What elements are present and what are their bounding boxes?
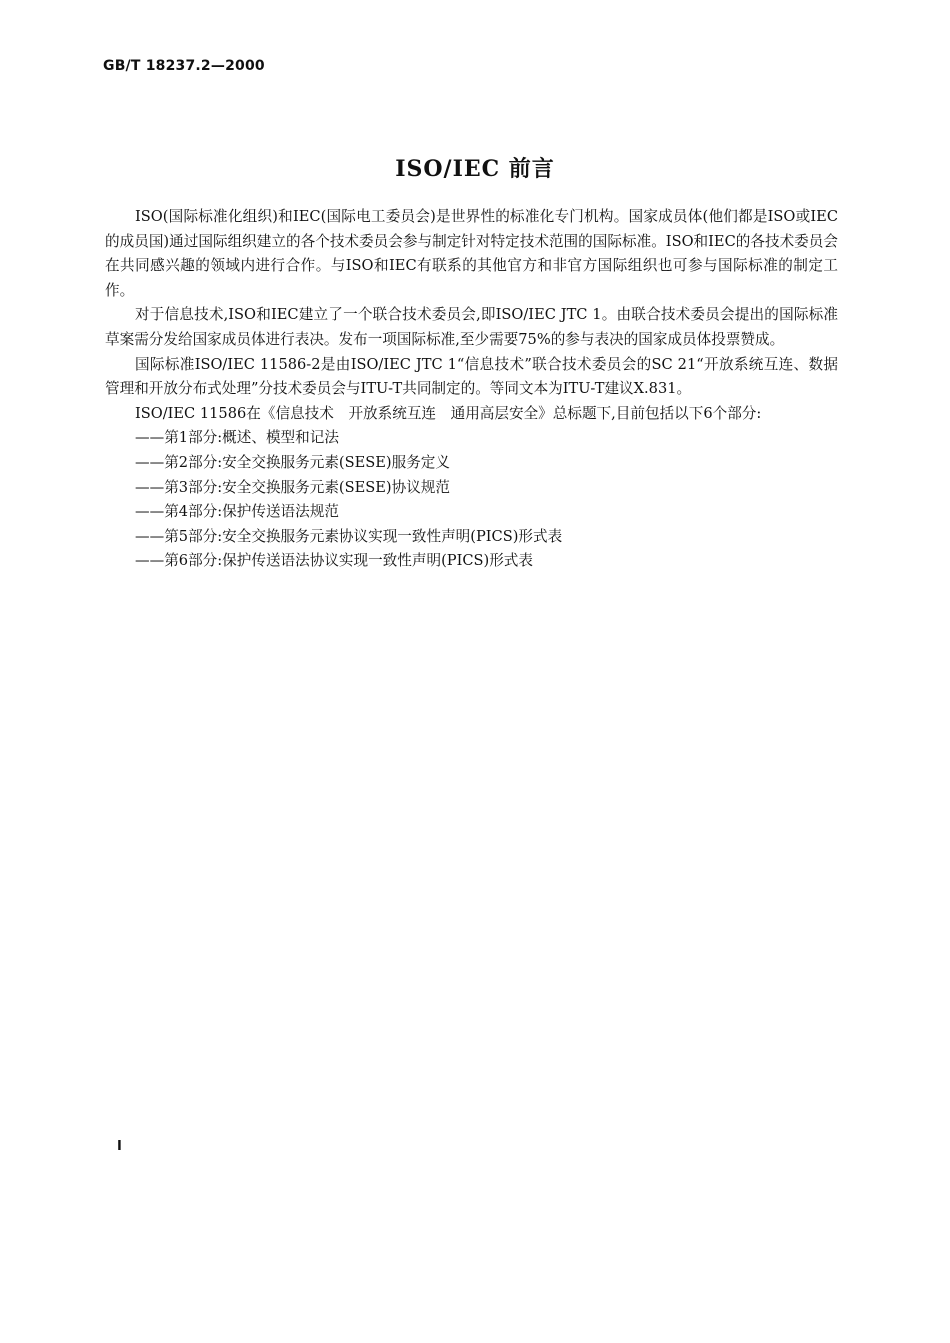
standard-number: GB/T 18237.2—2000	[103, 58, 265, 74]
parts-list	[105, 426, 838, 574]
paragraph-parts-intro: ISO/IEC 11586在《信息技术 开放系统互连 通用高层安全》总标题下,目前包括以下6个部分:	[135, 404, 762, 422]
list-item: ——第1部分:概述、模型和记法	[135, 429, 339, 447]
paragraph-standard-origin: 国际标准ISO/IEC 11586-2是由ISO/IEC JTC 1“信息技术”联合技术委员会的SC 21“开放系统互连、数据管理和开放分布式处理”分技术委员会与ITU-T共同制定的。等同文本为ITU-T建议X.831。	[105, 355, 838, 398]
paragraph-jtc1: 对于信息技术,ISO和IEC建立了一个联合技术委员会,即ISO/IEC JTC 1。由联合技术委员会提出的国际标准草案需分发给国家成员体进行表决。发布一项国际标准,至少需要75%的参与表决的国家成员体投票赞成。	[105, 306, 838, 348]
list-item: ——第3部分:安全交换服务元素(SESE)协议规范	[135, 478, 450, 496]
page-title: ISO/IEC 前言	[395, 156, 555, 182]
document-body	[105, 205, 838, 574]
list-item: ——第2部分:安全交换服务元素(SESE)服务定义	[135, 453, 450, 471]
list-item: ——第6部分:保护传送语法协议实现一致性声明(PICS)形式表	[135, 552, 533, 570]
page-number: Ⅰ	[117, 1139, 122, 1154]
list-item: ——第5部分:安全交换服务元素协议实现一致性声明(PICS)形式表	[135, 527, 563, 545]
list-item: ——第4部分:保护传送语法规范	[135, 503, 339, 521]
paragraph-organizations: ISO(国际标准化组织)和IEC(国际电工委员会)是世界性的标准化专门机构。国家成员体(他们都是ISO或IEC的成员国)通过国际组织建立的各个技术委员会参与制定针对特定技术范围的国际标准。ISO和IEC的各技术委员会在共同感兴趣的领域内进行合作。与ISO和IEC有联系的其他官方和非官方国际组织也可参与国际标准的制定工作。	[105, 208, 838, 299]
